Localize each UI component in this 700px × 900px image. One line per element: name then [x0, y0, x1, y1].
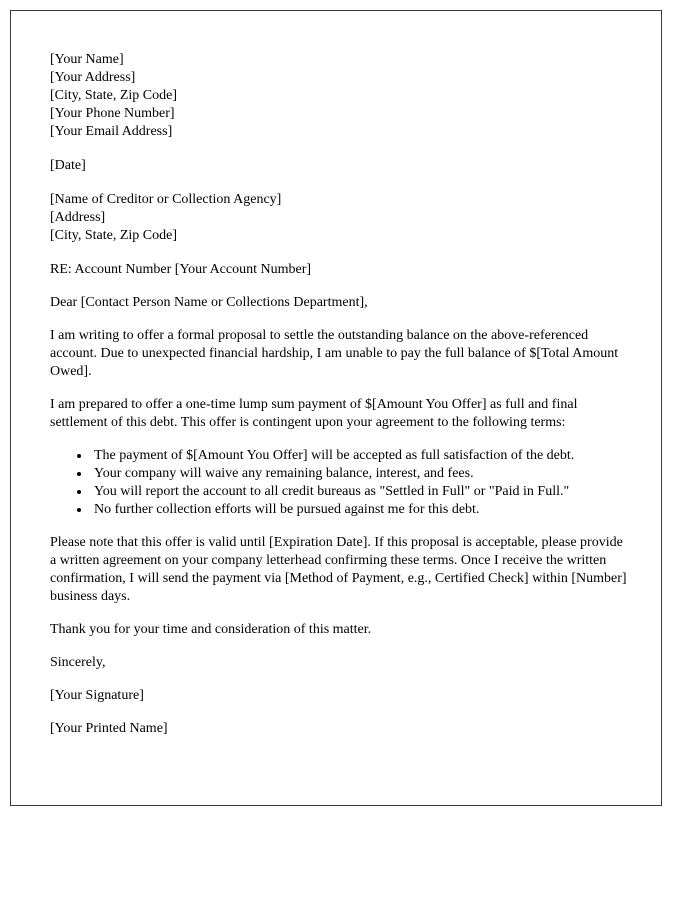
sender-address: [Your Address] [50, 70, 136, 85]
paragraph-offer: I am prepared to offer a one-time lump sum payment of $[Amount You Offer] as full and final settlement of this debt. This offer is contingent upon your agreement to the following terms: [50, 397, 578, 430]
paragraph-validity: Please note that this offer is valid until [Expiration Date]. If this proposal is acceptable, please provide a written agreement on your company letterhead confirming these terms. Once I receive the written confirmation, I will send the payment via [Method of Payment, e.g., Certified Check] within [Number] business days. [50, 535, 627, 604]
term-item-credit-bureaus: • You will report the account to all credit bureaus as "Settled in Full" or "Paid in Full." [91, 483, 631, 501]
sign-off: Sincerely, [50, 655, 106, 670]
date-line: [Date] [50, 158, 86, 173]
closing-paragraph: Thank you for your time and consideration of this matter. [50, 622, 372, 637]
signature-placeholder: [Your Signature] [50, 688, 144, 703]
printed-name-placeholder: [Your Printed Name] [50, 721, 168, 736]
recipient-address: [Address] [50, 210, 106, 225]
sender-email: [Your Email Address] [50, 124, 173, 139]
subject-line: RE: Account Number [Your Account Number] [50, 262, 312, 277]
sender-city-state-zip: [City, State, Zip Code] [50, 88, 178, 103]
date-block [50, 157, 631, 175]
term-item-waive: • Your company will waive any remaining balance, interest, and fees. [91, 465, 631, 483]
sender-block [50, 51, 631, 141]
term-item-no-collection: • No further collection efforts will be pursued against me for this debt. [91, 501, 631, 519]
recipient-block [50, 191, 631, 245]
terms-list [50, 447, 631, 519]
term-item-payment: • The payment of $[Amount You Offer] will be accepted as full satisfaction of the debt. [91, 447, 631, 465]
salutation: Dear [Contact Person Name or Collections Department], [50, 295, 368, 310]
recipient-city-state-zip: [City, State, Zip Code] [50, 228, 178, 243]
sender-name: [Your Name] [50, 52, 124, 67]
paragraph-hardship: I am writing to offer a formal proposal to settle the outstanding balance on the above-referenced account. Due to unexpected financial hardship, I am unable to pay the full balance of $[Total Amount Owed]. [50, 328, 619, 379]
sender-phone: [Your Phone Number] [50, 106, 175, 121]
recipient-name: [Name of Creditor or Collection Agency] [50, 192, 282, 207]
letter-page [10, 10, 662, 806]
